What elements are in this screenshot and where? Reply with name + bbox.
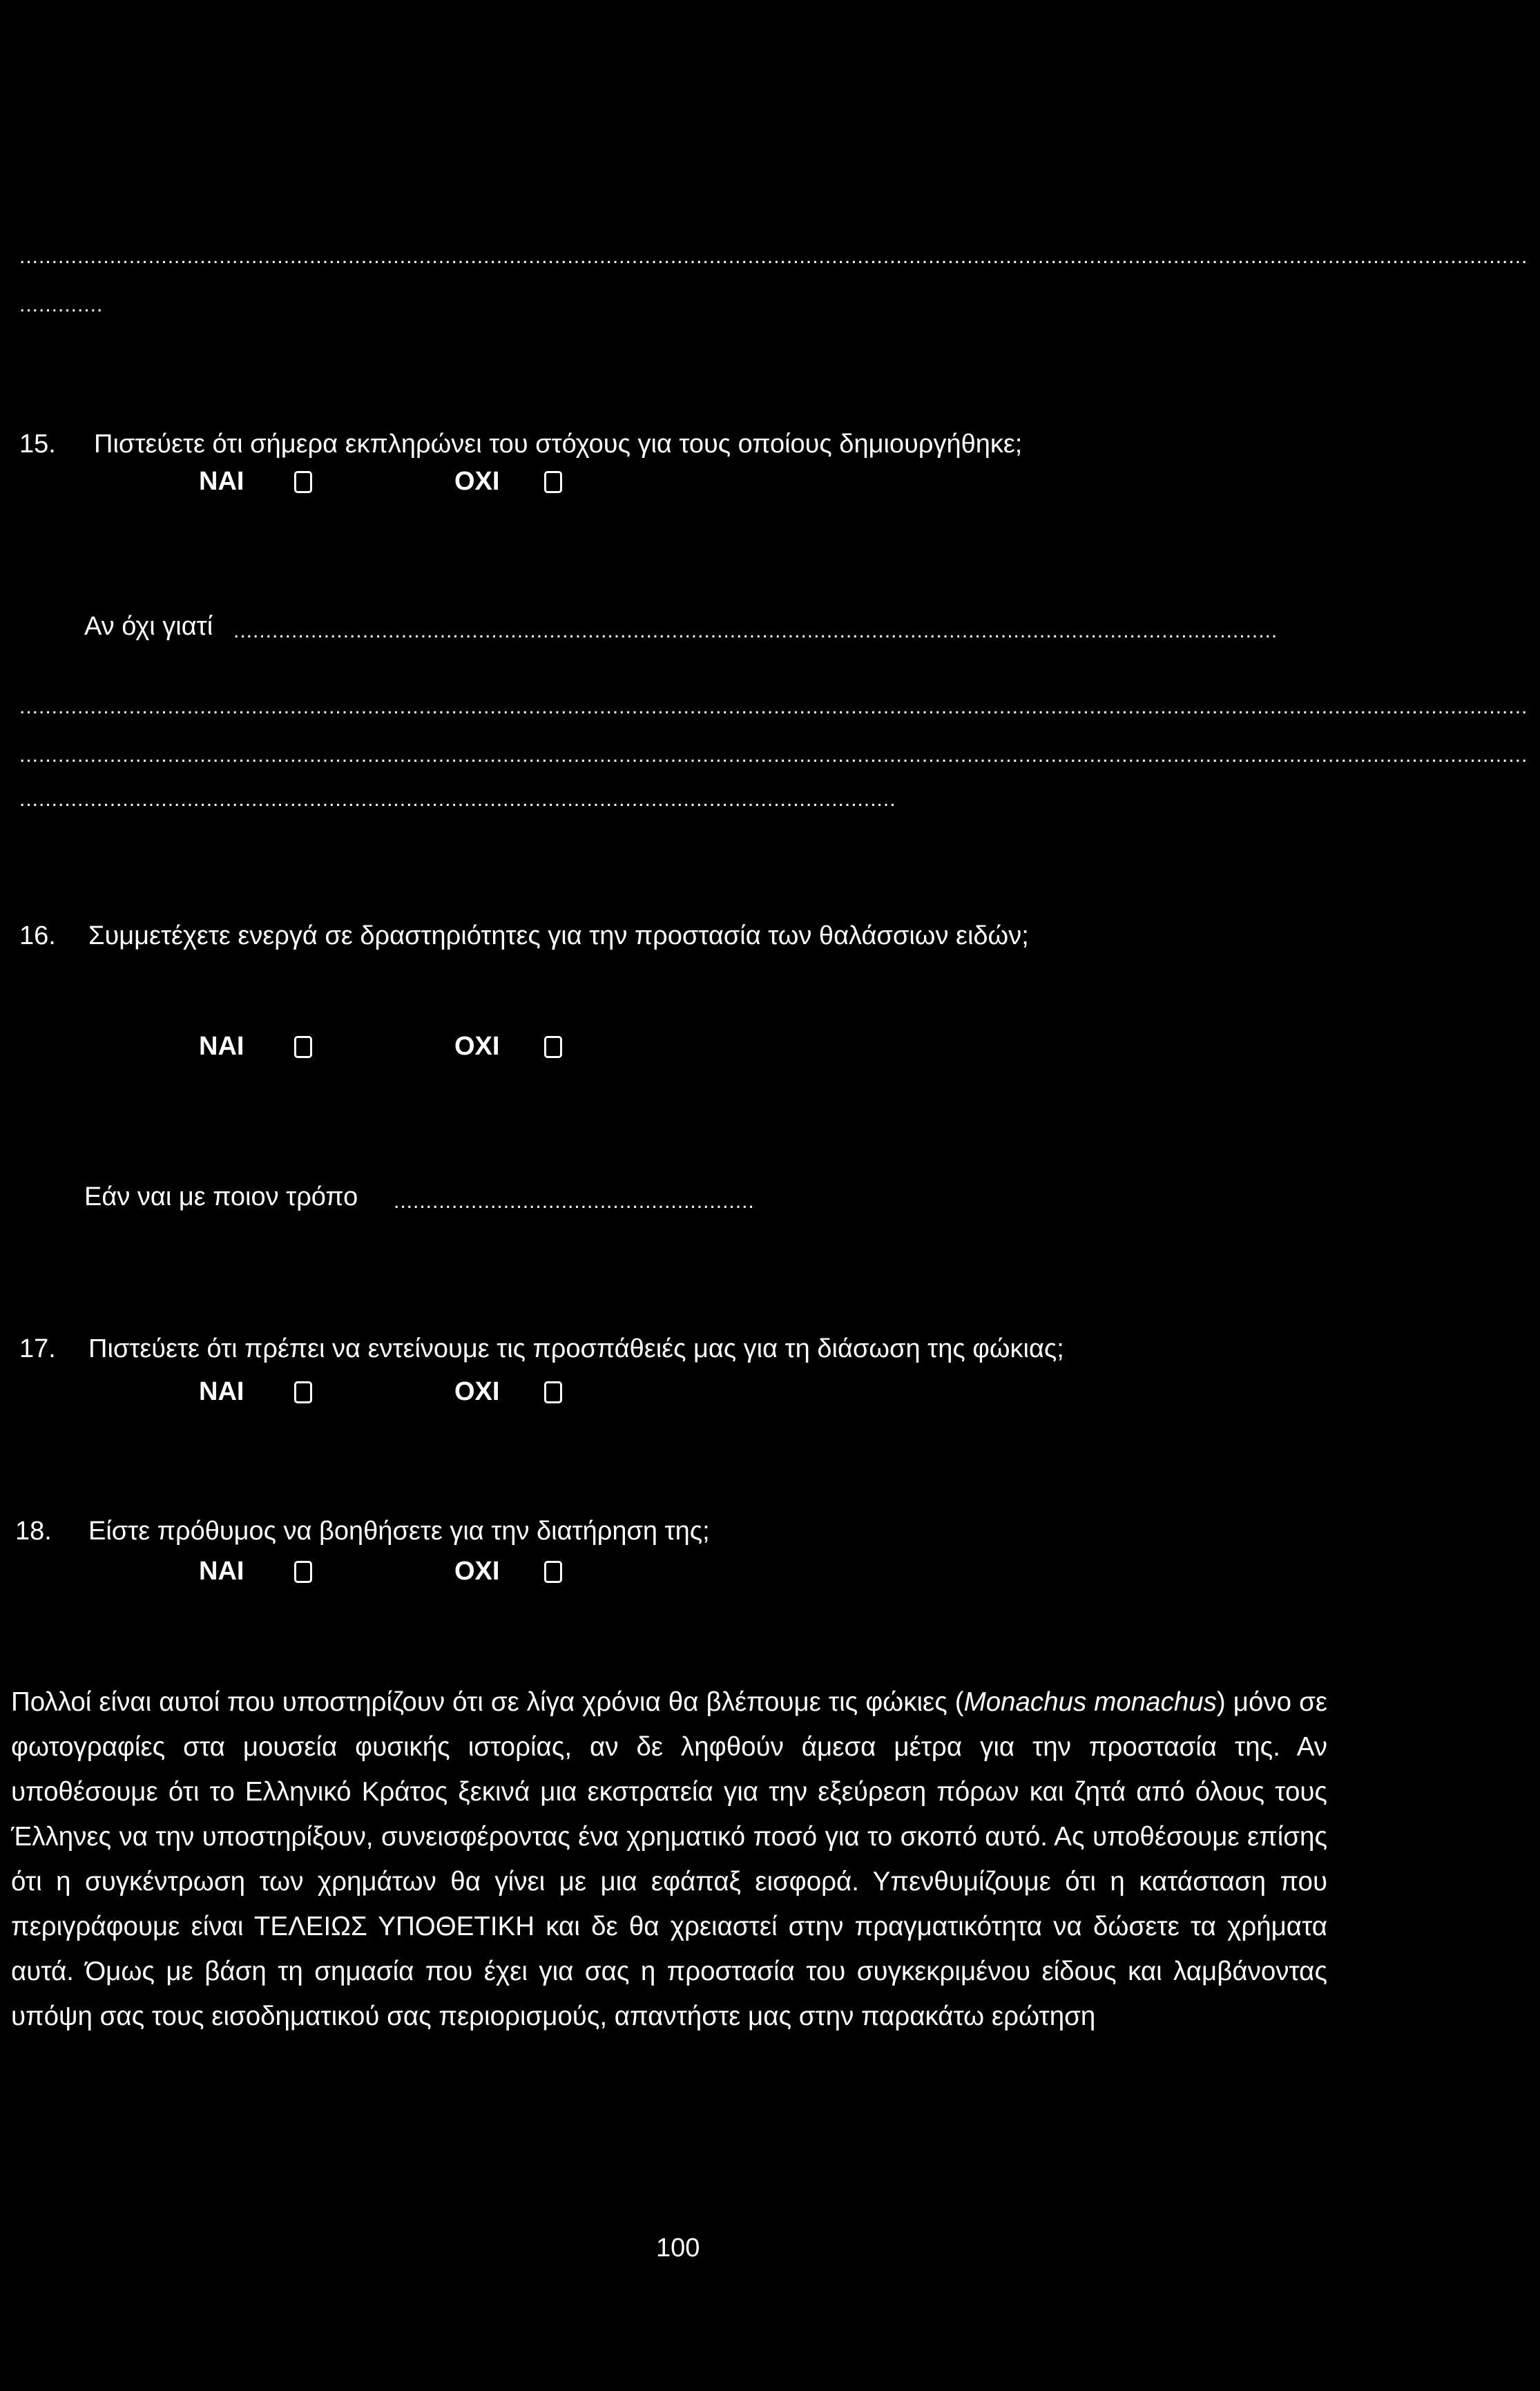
dotted-answer-line[interactable]: .................................................................................................................................................................. <box>233 620 1278 642</box>
paragraph-text: ) μόνο σε φωτογραφίες στα μουσεία φυσικής ιστορίας, αν δε ληφθούν άμεσα μέτρα για την προστασία της. Αν υποθέσουμε ότι το Ελληνικό Κράτος ξεκινά μια εκστρατεία για την εξεύρεση πόρων και ζητά από όλους τους Έλληνες να την υποστηρίξουν, συνεισφέροντας ένα χρηματικό ποσό για το σκοπό αυτό. Ας υποθέσουμε επίσης ότι η συγκέντρωση των χρημάτων θα γίνει με μια εφάπαξ εισφορά. Υπενθυμίζουμε ότι η κατάσταση που περιγράφουμε είναι ΤΕΛΕΙΩΣ ΥΠΟΘΕΤΙΚΗ και δε θα χρειαστεί στην πραγματικότητα να δώσετε τα χρήματα αυτά. Όμως με βάση τη σημασία που έχει για σας η προστασία του συγκεκριμένου είδους και λαμβάνοντας υπόψη σας τους εισοδηματικού σας περιορισμούς, απαντήστε μας στην παρακάτω ερώτηση <box>11 1687 1327 2031</box>
no-checkbox[interactable] <box>544 471 562 493</box>
yes-option-label: ΝΑΙ <box>199 467 244 496</box>
question-text: Συμμετέχετε ενεργά σε δραστηριότητες για την προστασία των θαλάσσιων ειδών; <box>88 921 1029 950</box>
question-text: Είστε πρόθυμος να βοηθήσετε για την διατήρηση της; <box>88 1517 710 1546</box>
question-number: 18. <box>15 1517 52 1546</box>
dotted-answer-line[interactable]: ............. <box>19 294 104 316</box>
no-checkbox[interactable] <box>544 1381 562 1403</box>
dotted-answer-line[interactable]: .......................................................................................................................................................................................................................................... <box>19 695 1528 718</box>
dotted-answer-line[interactable]: ........................................................ <box>394 1190 755 1213</box>
no-checkbox[interactable] <box>544 1036 562 1058</box>
question-text: Πιστεύετε ότι σήμερα εκπληρώνει του στόχους για τους οποίους δημιουργήθηκε; <box>94 430 1023 459</box>
yes-checkbox[interactable] <box>294 471 312 493</box>
no-option-label: ΟΧΙ <box>454 1032 500 1061</box>
no-option-label: ΟΧΙ <box>454 467 500 496</box>
no-option-label: ΟΧΙ <box>454 1377 500 1406</box>
dotted-answer-line[interactable]: .......................................................................................................................................................................................................................................... <box>19 245 1528 268</box>
yes-checkbox[interactable] <box>294 1561 312 1583</box>
species-name: Monachus monachus <box>963 1687 1217 1717</box>
yes-option-label: ΝΑΙ <box>199 1557 244 1586</box>
question-number: 15. <box>19 430 56 459</box>
dotted-answer-line[interactable]: ........................................................................................................................................ <box>19 788 896 811</box>
question-number: 16. <box>19 921 56 950</box>
paragraph-text: Πολλοί είναι αυτοί που υποστηρίζουν ότι σε λίγα χρόνια θα βλέπουμε τις φώκιες ( <box>11 1687 964 1717</box>
yes-option-label: ΝΑΙ <box>199 1032 244 1061</box>
question-text: Πιστεύετε ότι πρέπει να εντείνουμε τις προσπάθειές μας για τη διάσωση της φώκιας; <box>88 1334 1064 1363</box>
page-number: 100 <box>656 2234 700 2263</box>
yes-checkbox[interactable] <box>294 1036 312 1058</box>
followup-label: Αν όχι γιατί <box>84 612 213 641</box>
dotted-answer-line[interactable]: .......................................................................................................................................................................................................................................... <box>19 744 1528 767</box>
yes-checkbox[interactable] <box>294 1381 312 1403</box>
scenario-paragraph <box>11 1680 1327 2039</box>
followup-label: Εάν ναι με ποιον τρόπο <box>84 1182 358 1211</box>
question-number: 17. <box>19 1334 56 1363</box>
no-option-label: ΟΧΙ <box>454 1557 500 1586</box>
no-checkbox[interactable] <box>544 1561 562 1583</box>
yes-option-label: ΝΑΙ <box>199 1377 244 1406</box>
